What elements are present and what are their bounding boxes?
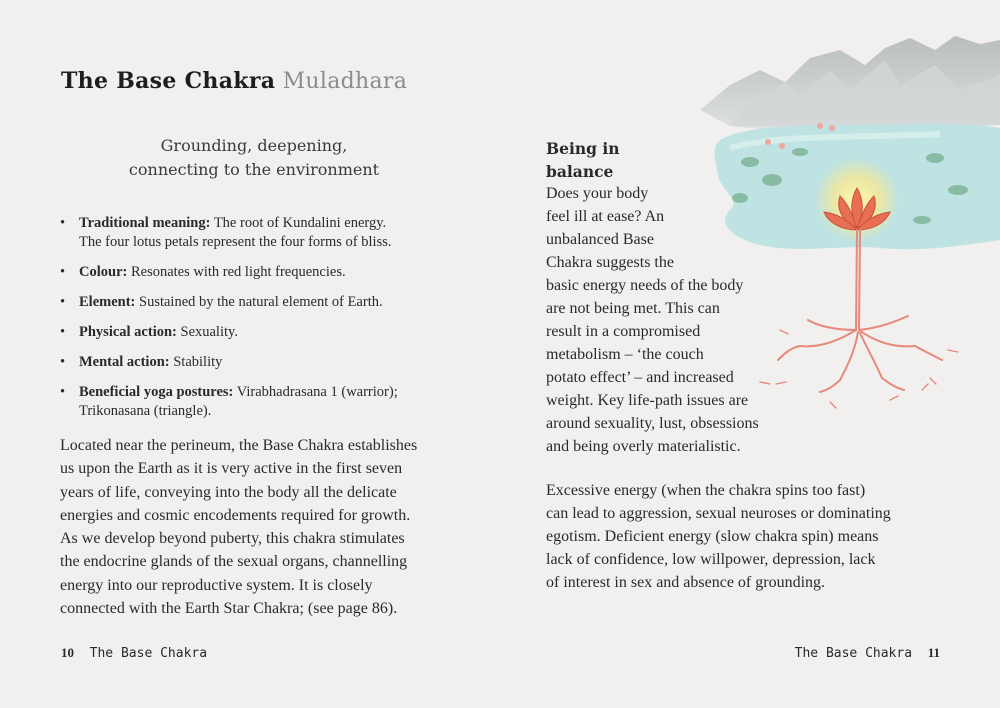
text-line: Does your body xyxy=(546,185,649,202)
text-line: feel ill at ease? An xyxy=(546,208,665,225)
bullet-text: The four lotus petals represent the four forms of bliss. xyxy=(79,234,392,250)
body-paragraph xyxy=(60,434,470,620)
text-line: weight. Key life-path issues are xyxy=(546,392,749,409)
list-item xyxy=(60,263,480,282)
subtitle xyxy=(60,134,448,182)
bullet-text: Stability xyxy=(169,354,223,370)
page-number: 10 xyxy=(61,645,74,660)
right-page xyxy=(500,0,1000,708)
text-line: are not being met. This can xyxy=(546,300,720,317)
subtitle-line: Grounding, deepening, xyxy=(160,136,348,155)
text-line: connected with the Earth Star Chakra; (see page 86). xyxy=(60,600,398,618)
section-heading xyxy=(546,137,666,183)
title-main: The Base Chakra xyxy=(61,68,276,94)
page-footer-right xyxy=(795,645,940,661)
text-line: Located near the perineum, the Base Chakra establishes xyxy=(60,437,418,454)
bullet-text: Resonates with red light frequencies. xyxy=(127,264,346,280)
list-item xyxy=(60,353,480,372)
text-line: energy into our reproductive system. It is closely xyxy=(60,576,373,594)
bullet-label: Element: xyxy=(79,294,136,310)
text-line: basic energy needs of the body xyxy=(546,277,744,294)
list-item xyxy=(60,323,480,342)
text-line: the endocrine glands of the sexual organs, channelling xyxy=(60,553,408,571)
heading-line: Being in xyxy=(546,139,620,158)
bullet-text: Sexuality. xyxy=(176,324,238,340)
text-line: egotism. Deficient energy (slow chakra spin) means xyxy=(546,528,879,545)
text-line: years of life, conveying into the body all the delicate xyxy=(60,483,397,501)
text-line: unbalanced Base xyxy=(546,231,654,248)
body-paragraph xyxy=(546,182,759,458)
text-line: energies and cosmic encodements required for growth. xyxy=(60,506,411,524)
text-line: lack of confidence, low willpower, depression, lack xyxy=(546,551,876,568)
bullet-text: The root of Kundalini energy. xyxy=(210,215,387,231)
title-sanskrit: Muladhara xyxy=(282,69,408,94)
text-line: Chakra suggests the xyxy=(546,254,674,271)
bullet-label: Traditional meaning: xyxy=(79,215,211,231)
text-line: Excessive energy (when the chakra spins too fast) xyxy=(546,482,866,499)
bullet-text: Sustained by the natural element of Earth. xyxy=(135,294,383,310)
running-title: The Base Chakra xyxy=(794,646,913,661)
bullet-label: Mental action: xyxy=(79,354,170,370)
body-paragraph xyxy=(546,479,891,594)
text-line: result in a compromised xyxy=(546,323,701,340)
text-line: potato effect’ – and increased xyxy=(546,369,734,386)
bullet-label: Physical action: xyxy=(79,324,177,340)
list-item xyxy=(60,293,480,312)
page-title xyxy=(61,68,407,94)
text-line: can lead to aggression, sexual neuroses or dominating xyxy=(546,505,891,522)
subtitle-line: connecting to the environment xyxy=(128,160,380,179)
bullet-label: Beneficial yoga postures: xyxy=(79,384,234,400)
bullet-text: Virabhadrasana 1 (warrior); xyxy=(233,384,398,400)
attribute-list xyxy=(60,214,480,432)
running-title: The Base Chakra xyxy=(89,646,208,661)
heading-line: balance xyxy=(546,162,614,181)
list-item xyxy=(60,383,480,421)
page-footer-left xyxy=(61,645,207,661)
text-line: and being overly materialistic. xyxy=(546,438,741,455)
text-line: around sexuality, lust, obsessions xyxy=(546,415,759,432)
text-line: As we develop beyond puberty, this chakra stimulates xyxy=(60,530,405,548)
bullet-text: Trikonasana (triangle). xyxy=(79,403,212,419)
text-line: us upon the Earth as it is very active in the first seven xyxy=(60,460,403,478)
bullet-label: Colour: xyxy=(79,264,128,280)
text-line: of interest in sex and absence of grounding. xyxy=(546,574,826,591)
list-item xyxy=(60,214,480,252)
text-line: metabolism – ‘the couch xyxy=(546,346,704,363)
page-number: 11 xyxy=(927,645,940,660)
